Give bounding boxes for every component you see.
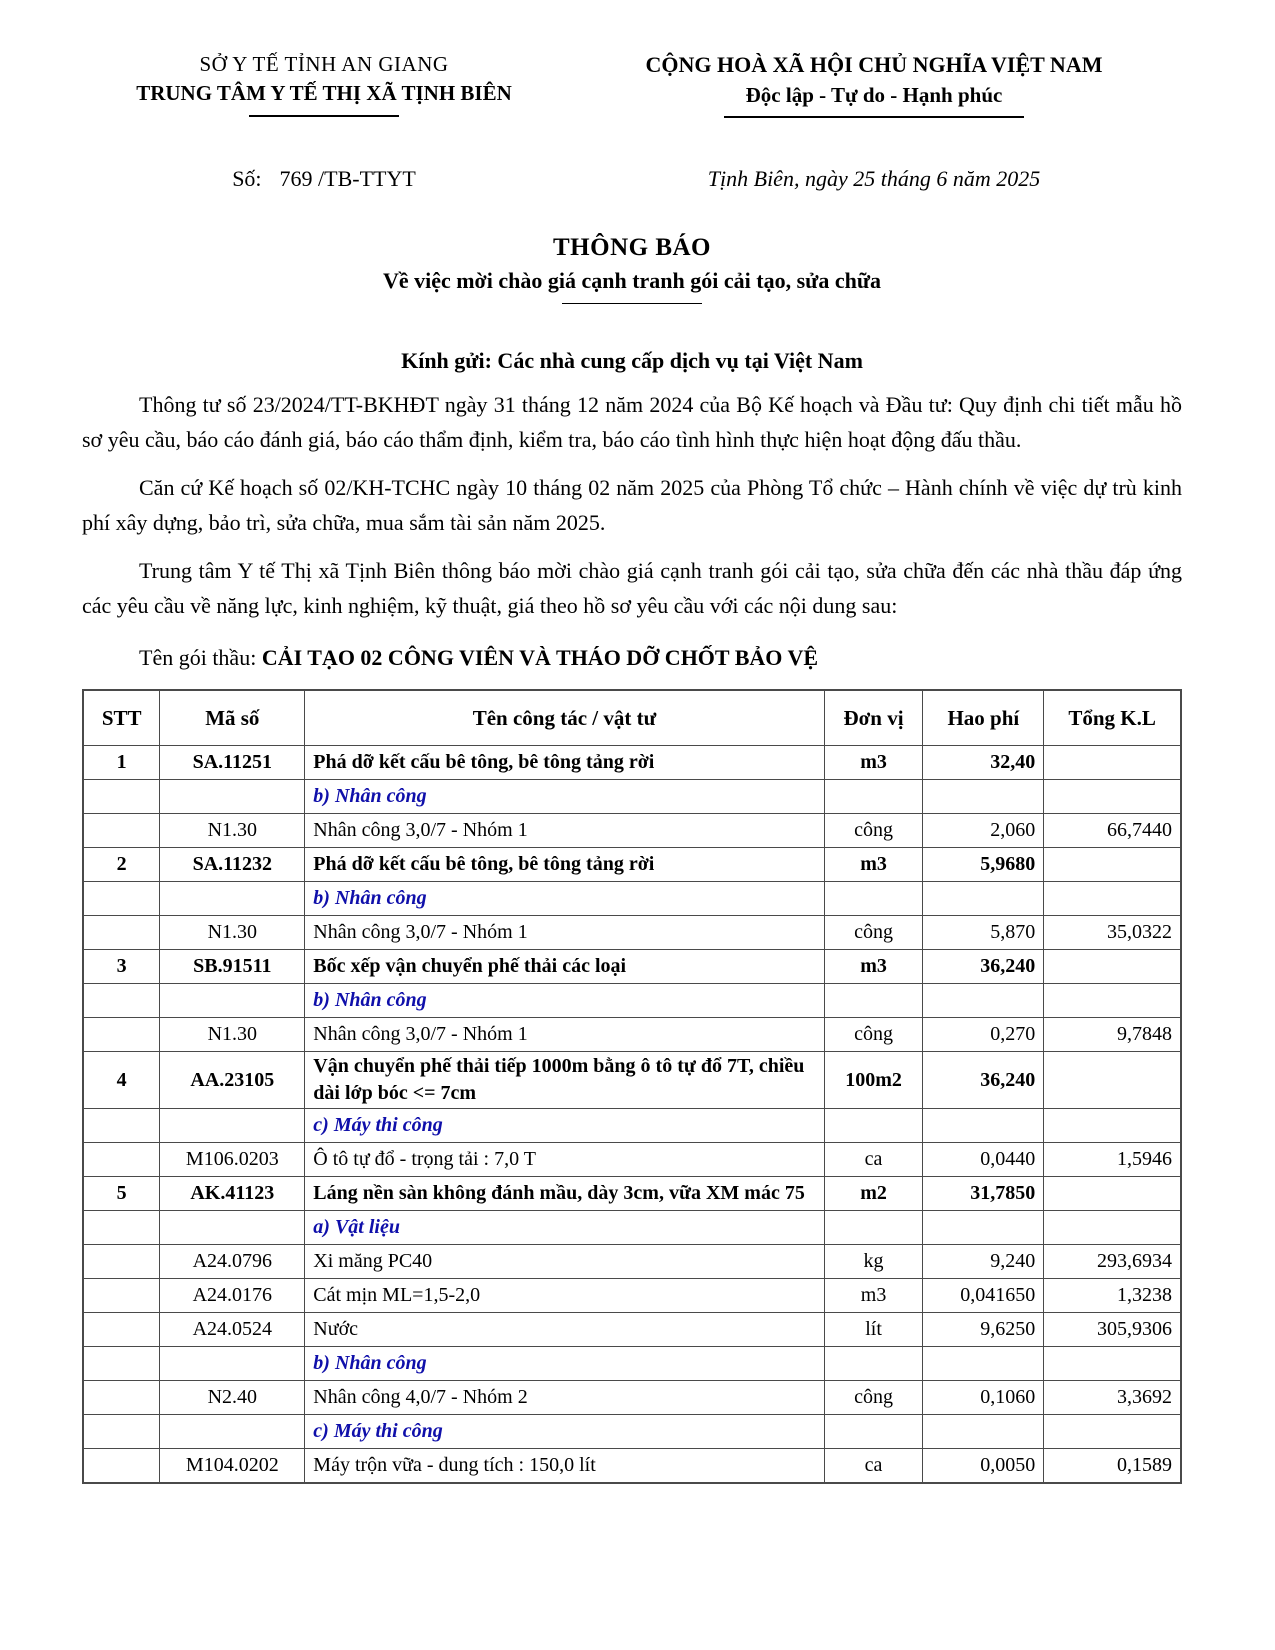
table-row-main [83,746,1181,780]
national-motto-rule [724,116,1024,118]
name-cell: c) Máy thi công [305,1415,824,1449]
header-cell-haophi: Hao phí [923,690,1044,746]
name-cell: a) Vật liệu [305,1211,824,1245]
header-cell-code: Mã số [160,690,305,746]
document-header [82,52,1182,118]
table-row-detail [83,1381,1181,1415]
name-cell: Nhân công 4,0/7 - Nhóm 2 [305,1381,824,1415]
name-cell: Phá dỡ kết cấu bê tông, bê tông tảng rời [305,848,824,882]
name-cell: Nhân công 3,0/7 - Nhóm 1 [305,916,824,950]
document-number-value: 769 /TB-TTYT [279,166,416,191]
code-cell [160,780,305,814]
total-cell: 35,0322 [1044,916,1181,950]
table-row-detail [83,814,1181,848]
stt-cell [83,984,160,1018]
name-cell: c) Máy thi công [305,1109,824,1143]
name-cell: Láng nền sàn không đánh mầu, dày 3cm, vữa XM mác 75 [305,1177,824,1211]
haophi-cell: 0,0440 [923,1143,1044,1177]
stt-cell [83,780,160,814]
unit-cell [824,1211,923,1245]
total-cell: 3,3692 [1044,1381,1181,1415]
haophi-cell: 0,1060 [923,1381,1044,1415]
code-cell: A24.0796 [160,1245,305,1279]
name-cell: Bốc xếp vận chuyển phế thải các loại [305,950,824,984]
table-row-main [83,1052,1181,1109]
table-row-section [83,780,1181,814]
body-paragraph: Thông tư số 23/2024/TT-BKHĐT ngày 31 tháng 12 năm 2024 của Bộ Kế hoạch và Đầu tư: Quy định chi tiết mẫu hồ sơ yêu cầu, báo cáo đánh giá, báo cáo thẩm định, kiểm tra, báo cáo tình hình thực hiện hoạt động đấu thầu. [82,392,1182,452]
issuing-authority-parent: SỞ Y TẾ TỈNH AN GIANG [199,52,449,76]
stt-cell [83,1018,160,1052]
stt-cell [83,1449,160,1484]
haophi-cell: 36,240 [923,1052,1044,1109]
document-title: THÔNG BÁO [553,234,711,261]
haophi-cell [923,1347,1044,1381]
table-row-section [83,984,1181,1018]
header-cell-stt: STT [83,690,160,746]
code-cell: M104.0202 [160,1449,305,1484]
total-cell: 1,3238 [1044,1279,1181,1313]
name-cell: Nhân công 3,0/7 - Nhóm 1 [305,814,824,848]
haophi-cell: 5,870 [923,916,1044,950]
salutation-line: Kính gửi: Các nhà cung cấp dịch vụ tại Việt Nam [401,348,863,373]
unit-cell: công [824,1018,923,1052]
document-number-label: Số: [232,166,262,191]
stt-cell [83,916,160,950]
stt-cell [83,814,160,848]
stt-cell: 2 [83,848,160,882]
total-cell [1044,780,1181,814]
table-row-section [83,882,1181,916]
total-cell [1044,1109,1181,1143]
table-row-detail [83,1018,1181,1052]
total-cell [1044,1211,1181,1245]
haophi-cell: 31,7850 [923,1177,1044,1211]
unit-cell [824,1347,923,1381]
table-row-detail [83,1449,1181,1484]
haophi-cell [923,1415,1044,1449]
unit-cell: lít [824,1313,923,1347]
total-cell [1044,882,1181,916]
haophi-cell [923,1211,1044,1245]
unit-cell: m3 [824,950,923,984]
table-row-detail [83,1245,1181,1279]
package-name: CẢI TẠO 02 CÔNG VIÊN VÀ THÁO DỠ CHỐT BẢO VỆ [261,645,819,670]
table-row-main [83,848,1181,882]
header-cell-name: Tên công tác / vật tư [305,690,824,746]
table-row-detail [83,1143,1181,1177]
header-cell-total: Tổng K.L [1044,690,1181,746]
haophi-cell: 32,40 [923,746,1044,780]
national-header-block [566,52,1182,118]
table-row-section [83,1109,1181,1143]
name-cell: Xi măng PC40 [305,1245,824,1279]
haophi-cell: 0,0050 [923,1449,1044,1484]
haophi-cell: 0,270 [923,1018,1044,1052]
code-cell: SA.11251 [160,746,305,780]
table-row-detail [83,1279,1181,1313]
total-cell [1044,1052,1181,1109]
code-cell: SA.11232 [160,848,305,882]
header-cell-unit: Đơn vị [824,690,923,746]
unit-cell: m2 [824,1177,923,1211]
table-row-main [83,950,1181,984]
code-cell: A24.0524 [160,1313,305,1347]
total-cell: 66,7440 [1044,814,1181,848]
cost-estimate-table [82,689,1182,1484]
total-cell [1044,950,1181,984]
name-cell: b) Nhân công [305,882,824,916]
haophi-cell: 5,9680 [923,848,1044,882]
package-label: Tên gói thầu: [139,645,257,670]
total-cell [1044,848,1181,882]
unit-cell: m3 [824,746,923,780]
stt-cell [83,1245,160,1279]
total-cell [1044,746,1181,780]
cost-table-body [83,746,1181,1484]
haophi-cell: 36,240 [923,950,1044,984]
unit-cell: m3 [824,848,923,882]
name-cell: Ô tô tự đổ - trọng tải : 7,0 T [305,1143,824,1177]
code-cell: N1.30 [160,916,305,950]
name-cell: Vận chuyển phế thải tiếp 1000m bằng ô tô tự đổ 7T, chiều dài lớp bóc <= 7cm [305,1052,824,1109]
place-and-date: Tịnh Biên, ngày 25 tháng 6 năm 2025 [707,166,1041,191]
table-row-section [83,1211,1181,1245]
unit-cell: kg [824,1245,923,1279]
unit-cell: 100m2 [824,1052,923,1109]
total-cell: 9,7848 [1044,1018,1181,1052]
name-cell: Máy trộn vữa - dung tích : 150,0 lít [305,1449,824,1484]
total-cell: 1,5946 [1044,1143,1181,1177]
body-paragraph: Trung tâm Y tế Thị xã Tịnh Biên thông báo mời chào giá cạnh tranh gói cải tạo, sửa chữa đến các nhà thầu đáp ứng các yêu cầu về năng lực, kinh nghiệm, kỹ thuật, giá theo hồ sơ yêu cầu với các nội dung sau: [82,558,1182,618]
unit-cell [824,984,923,1018]
code-cell: N2.40 [160,1381,305,1415]
haophi-cell: 2,060 [923,814,1044,848]
code-cell: N1.30 [160,814,305,848]
national-motto: Độc lập - Tự do - Hạnh phúc [745,83,1003,107]
code-cell [160,1347,305,1381]
code-cell: N1.30 [160,1018,305,1052]
unit-cell [824,780,923,814]
table-row-detail [83,916,1181,950]
stt-cell [83,1381,160,1415]
name-cell: b) Nhân công [305,1347,824,1381]
total-cell [1044,984,1181,1018]
haophi-cell: 9,6250 [923,1313,1044,1347]
unit-cell [824,882,923,916]
issuing-authority-rule [249,115,399,117]
code-cell: AA.23105 [160,1052,305,1109]
stt-cell [83,1109,160,1143]
code-cell: A24.0176 [160,1279,305,1313]
stt-cell [83,1279,160,1313]
stt-cell [83,1143,160,1177]
code-cell [160,1415,305,1449]
code-cell [160,1109,305,1143]
total-cell [1044,1415,1181,1449]
unit-cell [824,1109,923,1143]
stt-cell: 5 [83,1177,160,1211]
total-cell [1044,1177,1181,1211]
haophi-cell [923,780,1044,814]
haophi-cell [923,984,1044,1018]
name-cell: Phá dỡ kết cấu bê tông, bê tông tảng rời [305,746,824,780]
issuing-authority-block [82,52,566,118]
stt-cell [83,882,160,916]
code-cell [160,984,305,1018]
document-number [82,166,566,192]
unit-cell: công [824,814,923,848]
total-cell: 0,1589 [1044,1449,1181,1484]
table-row-main [83,1177,1181,1211]
stt-cell: 4 [83,1052,160,1109]
name-cell: b) Nhân công [305,780,824,814]
package-title-line [82,645,1182,671]
code-cell: M106.0203 [160,1143,305,1177]
total-cell: 293,6934 [1044,1245,1181,1279]
stt-cell [83,1415,160,1449]
code-cell [160,882,305,916]
code-cell [160,1211,305,1245]
document-subtitle: Về việc mời chào giá cạnh tranh gói cải tạo, sửa chữa [382,268,882,293]
unit-cell: công [824,1381,923,1415]
stt-cell [83,1211,160,1245]
title-rule [562,303,702,304]
table-header-row [83,690,1181,746]
unit-cell: ca [824,1143,923,1177]
code-cell: SB.91511 [160,950,305,984]
stt-cell: 3 [83,950,160,984]
table-row-section [83,1415,1181,1449]
stt-cell [83,1313,160,1347]
haophi-cell [923,1109,1044,1143]
haophi-cell: 9,240 [923,1245,1044,1279]
total-cell: 305,9306 [1044,1313,1181,1347]
unit-cell [824,1415,923,1449]
name-cell: Nhân công 3,0/7 - Nhóm 1 [305,1018,824,1052]
stt-cell [83,1347,160,1381]
name-cell: Cát mịn ML=1,5-2,0 [305,1279,824,1313]
issuing-authority-name: TRUNG TÂM Y TẾ THỊ XÃ TỊNH BIÊN [136,81,512,105]
table-row-detail [83,1313,1181,1347]
unit-cell: m3 [824,1279,923,1313]
total-cell [1044,1347,1181,1381]
unit-cell: công [824,916,923,950]
haophi-cell [923,882,1044,916]
code-cell: AK.41123 [160,1177,305,1211]
document-number-row [82,166,1182,192]
haophi-cell: 0,041650 [923,1279,1044,1313]
table-row-section [83,1347,1181,1381]
name-cell: b) Nhân công [305,984,824,1018]
stt-cell: 1 [83,746,160,780]
name-cell: Nước [305,1313,824,1347]
body-paragraph: Căn cứ Kế hoạch số 02/KH-TCHC ngày 10 tháng 02 năm 2025 của Phòng Tổ chức – Hành chính về việc dự trù kinh phí xây dựng, bảo trì, sửa chữa, mua sắm tài sản năm 2025. [82,475,1182,535]
unit-cell: ca [824,1449,923,1484]
national-title: CỘNG HOÀ XÃ HỘI CHỦ NGHĨA VIỆT NAM [645,52,1103,77]
